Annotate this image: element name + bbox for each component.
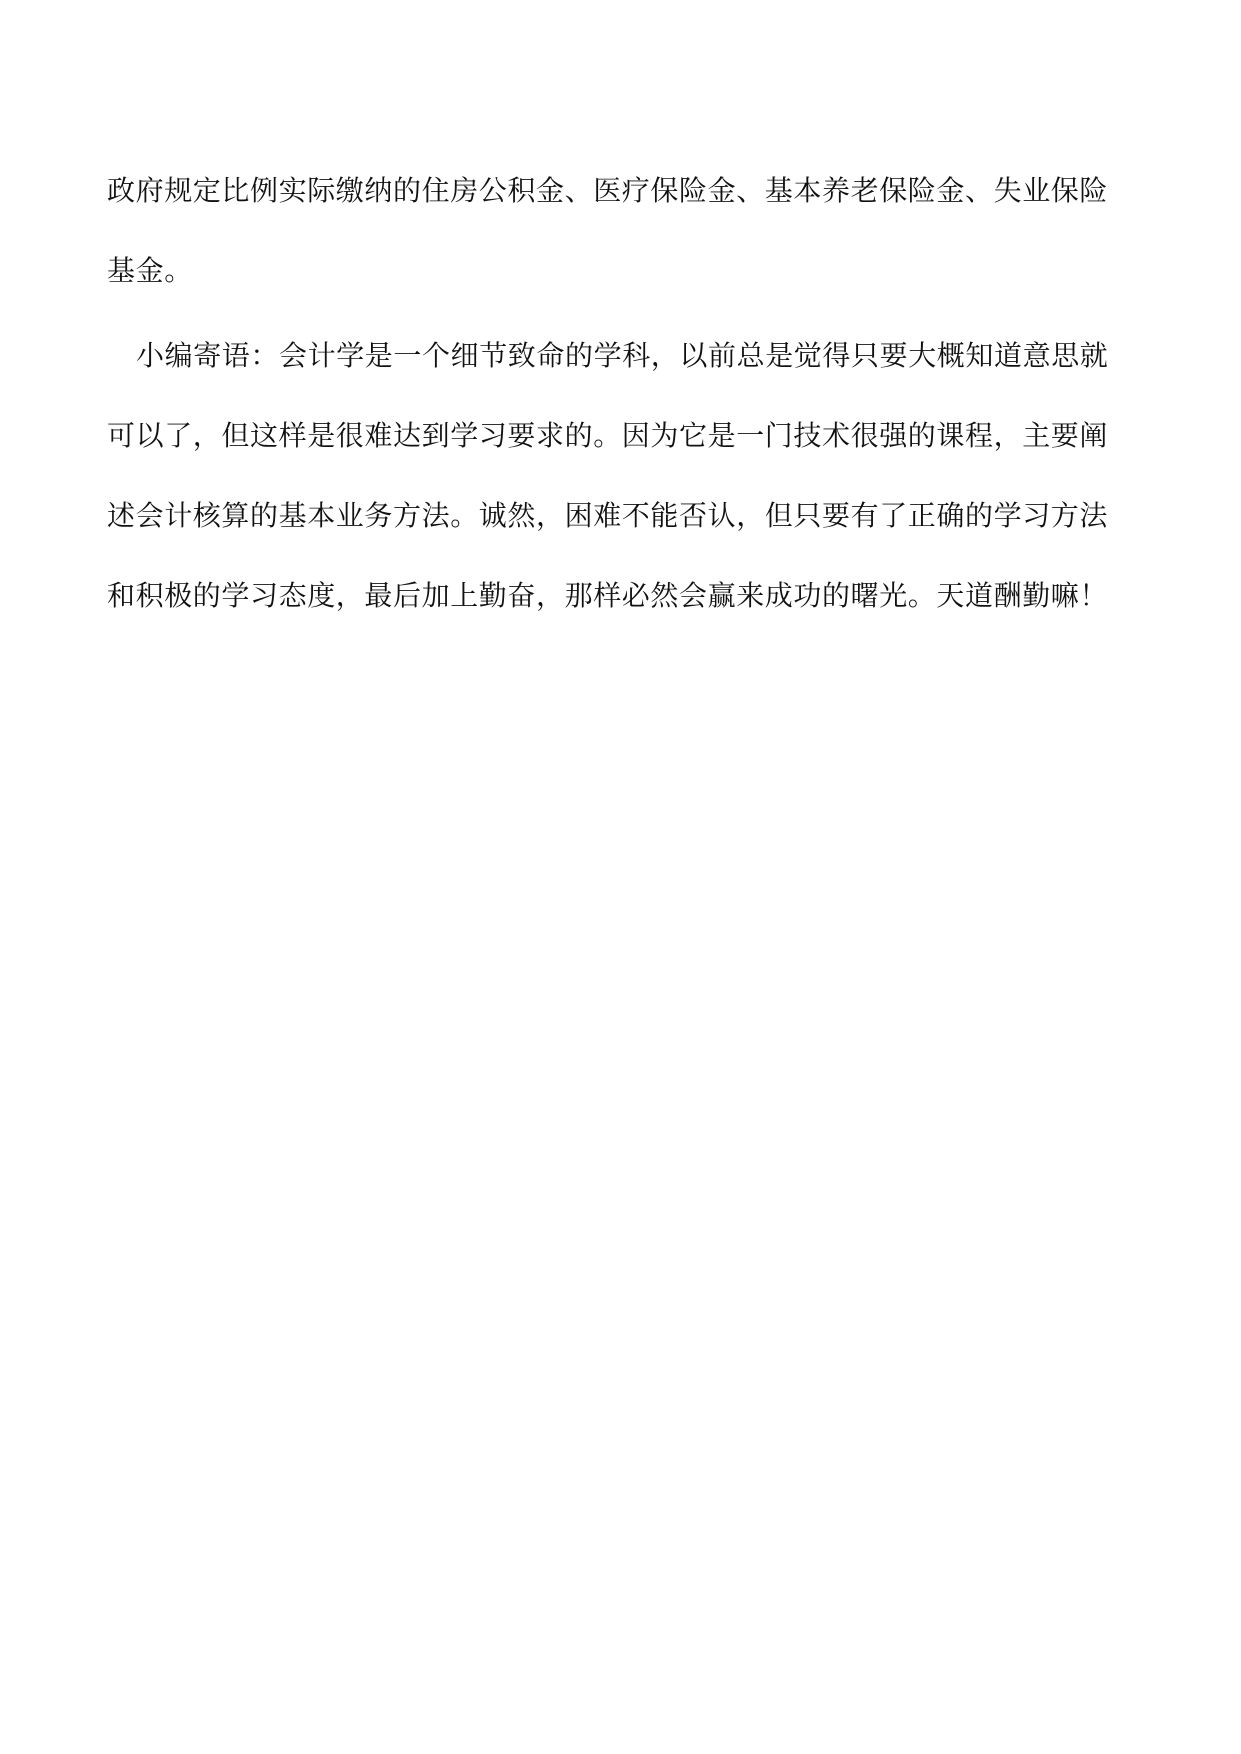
paragraph-2-line-2: 可以了，但这样是很难达到学习要求的。因为它是一门技术很强的课程，主要阐 <box>107 419 1109 452</box>
paragraph-2-line-1: 小编寄语：会计学是一个细节致命的学科，以前总是觉得只要大概知道意思就 <box>136 339 1109 372</box>
paragraph-1-line-2: 基金。 <box>107 254 193 287</box>
paragraph-2-line-4: 和积极的学习态度，最后加上勤奋，那样必然会赢来成功的曙光。天道酬勤嘛！ <box>107 579 1109 612</box>
paragraph-2-line-3: 述会计核算的基本业务方法。诚然，困难不能否认，但只要有了正确的学习方法 <box>107 499 1109 532</box>
paragraph-1-line-1: 政府规定比例实际缴纳的住房公积金、医疗保险金、基本养老保险金、失业保险 <box>107 174 1109 207</box>
